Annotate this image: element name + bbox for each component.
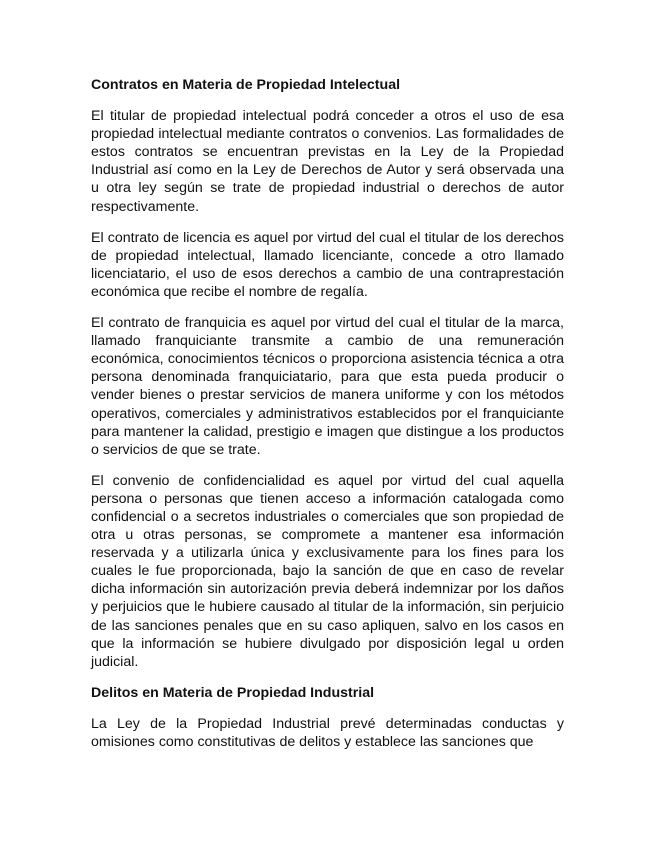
paragraph-franquicia: El contrato de franquicia es aquel por virtud del cual el titular de la marca, llamado franquiciante transmite a cambio de una remuneración económica, conocimientos técnicos o proporciona asistencia técnica a otra persona denominada franquiciatario, para que esta pueda producir o vender bienes o prestar servicios de manera uniforme y con los métodos operativos, comerciales y administrativos establecidos por el franquiciante para mantener la calidad, prestigio e imagen que distingue a los productos o servicios de que se trate. — [91, 315, 564, 458]
paragraph-titular: El titular de propiedad intelectual podrá conceder a otros el uso de esa propiedad intelectual mediante contratos o convenios. Las formalidades de estos contratos se encuentran previstas en la Ley de la Propiedad Industrial así como en la Ley de Derechos de Autor y será observada una u otra ley según se trate de propiedad industrial o derechos de autor respectivamente. — [91, 108, 564, 215]
section-heading-delitos: Delitos en Materia de Propiedad Industrial — [91, 684, 375, 701]
paragraph-licencia: El contrato de licencia es aquel por virtud del cual el titular de los derechos de propiedad intelectual, llamado licenciante, concede a otro llamado licenciatario, el uso de esos derechos a cambio de una contraprestación económica que recibe el nombre de regalía. — [91, 229, 564, 300]
document-page — [91, 76, 564, 764]
section-heading-contratos: Contratos en Materia de Propiedad Intelectual — [91, 77, 401, 93]
paragraph-confidencialidad: El convenio de confidencialidad es aquel por virtud del cual aquella persona o personas que tienen acceso a información catalogada como confidencial o a secretos industriales o comerciales que son propiedad de otra u otras personas, se compromete a mantener esa información reservada y a utilizarla única y exclusivamente para los fines para los cuales le fue proporcionada, bajo la sanción de que en caso de revelar dicha información sin autorización previa deberá indemnizar por los daños y perjuicios que le hubiere causado al titular de la información, sin perjuicio de las sanciones penales que en su caso apliquen, salvo en los casos en que la información se hubiere divulgado por disposición legal u orden judicial. — [91, 472, 564, 670]
paragraph-ley-propiedad-industrial: La Ley de la Propiedad Industrial prevé determinadas conductas y omisiones como constitutivas de delitos y establece las sanciones que — [91, 715, 564, 750]
